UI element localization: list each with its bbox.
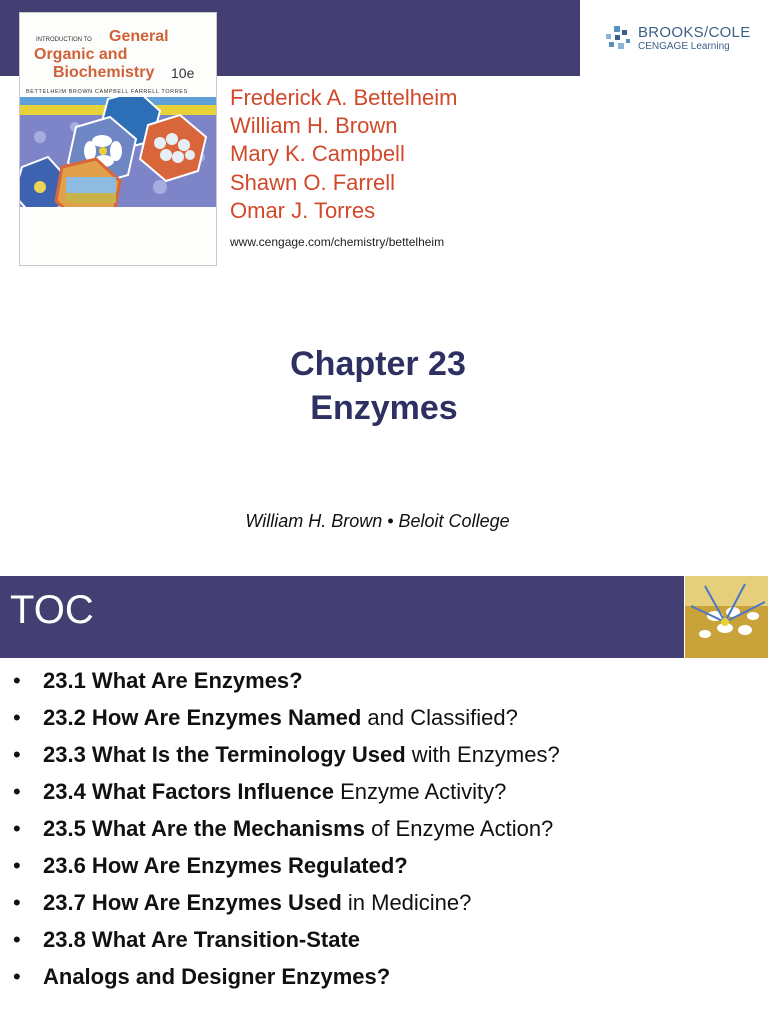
toc-item-rest: and Classified?	[361, 705, 518, 730]
cover-artwork-image	[20, 97, 217, 266]
toc-item-rest: of Enzyme Action?	[364, 816, 554, 841]
toc-item-bold: Analogs and Designer Enzymes?	[43, 964, 391, 989]
publisher-mark-icon	[604, 26, 632, 54]
toc-item-rest: with Enzymes?	[405, 742, 560, 767]
slide-credit: William H. Brown • Beloit College	[245, 511, 510, 531]
publisher-name: BROOKS/COLE	[638, 24, 751, 41]
author-list	[230, 84, 457, 225]
chapter-title	[0, 342, 768, 430]
toc-item-bold: 23.8 What Are Transition-State	[43, 927, 361, 952]
author-name: William H. Brown	[230, 113, 398, 139]
bullet: •	[13, 853, 21, 878]
bullet: •	[13, 742, 21, 767]
toc-item-rest: Enzyme Activity?	[333, 779, 507, 804]
toc-item-bold: 23.1 What Are Enzymes?	[43, 668, 303, 693]
publisher-logo	[604, 24, 754, 56]
toc-header-band	[0, 576, 684, 658]
toc-item-bold: 23.7 How Are Enzymes Used	[43, 890, 342, 915]
bullet: •	[13, 816, 21, 841]
bullet: •	[13, 890, 21, 915]
author-name: Frederick A. Bettelheim	[230, 85, 458, 110]
cover-authors: BETTELHEIM BROWN CAMPBELL FARRELL TORRES	[26, 89, 188, 95]
author-name: Mary K. Campbell	[230, 141, 405, 167]
toc-item-bold: 23.3 What Is the Terminology Used	[43, 742, 406, 767]
bullet: •	[13, 668, 21, 693]
toc-item-rest: in Medicine?	[341, 890, 472, 915]
cover-title-biochemistry: Biochemistry	[53, 64, 155, 81]
book-url-link[interactable]: www.cengage.com/chemistry/bettelheim	[230, 235, 445, 249]
bullet: •	[13, 927, 21, 952]
flower-photo-image	[685, 576, 768, 658]
toc-slide	[0, 576, 768, 1024]
bullet: •	[13, 964, 21, 989]
toc-heading: TOC	[10, 588, 94, 632]
cover-title-organic: Organic and	[34, 46, 128, 63]
toc-item-bold: 23.2 How Are Enzymes Named	[43, 705, 362, 730]
book-cover	[19, 12, 217, 266]
publisher-subname: CENGAGE Learning	[638, 41, 730, 52]
cover-edition: 10e	[171, 65, 195, 81]
chapter-name: Enzymes	[310, 389, 458, 427]
author-name: Omar J. Torres	[230, 197, 376, 223]
author-name: Shawn O. Farrell	[230, 169, 396, 195]
cover-intro: INTRODUCTION TO	[36, 37, 92, 43]
cover-title-general: General	[109, 28, 169, 45]
toc-item-bold: 23.5 What Are the Mechanisms	[43, 816, 365, 841]
chapter-number: Chapter 23	[290, 345, 466, 383]
toc-item-bold: 23.4 What Factors Influence	[43, 779, 334, 804]
toc-item-bold: 23.6 How Are Enzymes Regulated?	[43, 853, 408, 878]
bullet: •	[13, 705, 21, 730]
bullet: •	[13, 779, 21, 804]
